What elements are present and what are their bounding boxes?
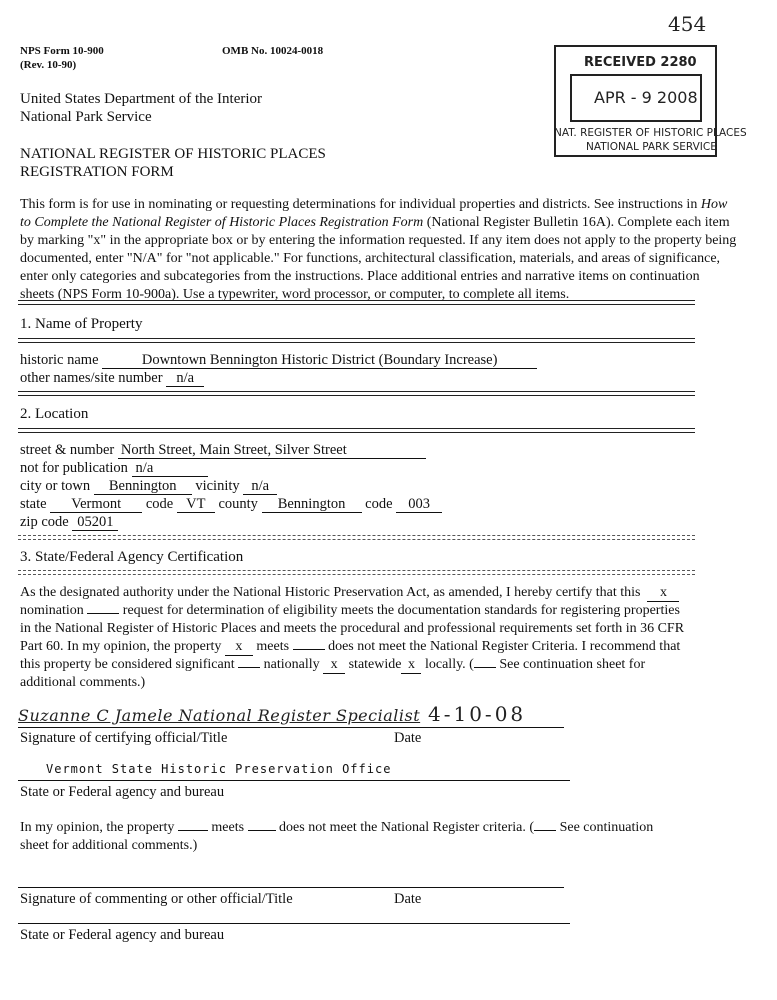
zip-label: zip code (20, 514, 69, 530)
section-divider (18, 574, 695, 575)
stamp-line2: NATIONAL PARK SERVICE (586, 141, 717, 153)
nfp-field[interactable]: n/a (132, 460, 208, 477)
section-divider (18, 338, 695, 343)
statewide-check[interactable]: x (323, 657, 345, 674)
instr-line1-italic: How (700, 197, 728, 212)
nfp-label: not for publication (20, 460, 128, 476)
signature-label: Signature of certifying official/Title (20, 730, 228, 746)
agency-line (18, 780, 570, 781)
section3-header: 3. State/Federal Agency Certification (20, 549, 244, 565)
opinion-meets-check[interactable] (178, 830, 208, 831)
section1-header: 1. Name of Property (20, 316, 143, 332)
opinion-text (20, 819, 720, 855)
cert-line4a: Part 60. In my opinion, the property (20, 639, 222, 654)
instr-line5: enter only categories and subcategories from the instructions. Place additional entries and narrative items on continuation (20, 269, 700, 284)
meets-check[interactable]: x (225, 639, 253, 656)
nfp-row (20, 459, 208, 477)
code-label: code (145, 496, 174, 512)
state-label: state (20, 496, 47, 512)
statewide-label: statewide (348, 657, 402, 672)
locally-label: locally. ( (424, 657, 474, 672)
section-divider (18, 300, 695, 305)
cert-line1: As the designated authority under the National Historic Preservation Act, as amended, I hereby certify that this (20, 585, 641, 600)
date2-label: Date (394, 891, 422, 907)
city-row (20, 477, 277, 495)
not-meet-check[interactable] (293, 649, 325, 650)
county-label: county (218, 496, 258, 512)
cert-line6: additional comments.) (20, 675, 146, 690)
opinion-continuation-label: See continuation (559, 820, 654, 835)
other-names-row (20, 369, 204, 387)
signature2-line (18, 887, 564, 888)
date-label: Date (394, 730, 422, 746)
instr-line2-italic: to Complete the National Register of Historic Places Registration Form (20, 215, 424, 230)
state-code-field[interactable]: VT (177, 496, 215, 513)
nomination-label: nomination (20, 603, 84, 618)
city-label: city or town (20, 478, 91, 494)
opinion-line2: sheet for additional comments.) (20, 838, 198, 853)
form-title: NATIONAL REGISTER OF HISTORIC PLACES (20, 146, 326, 162)
section-divider (18, 391, 695, 396)
form-id: NPS Form 10-900 (20, 45, 104, 57)
nationally-label: nationally (263, 657, 320, 672)
historic-name-label: historic name (20, 352, 99, 368)
significant-label: this property be considered significant (20, 657, 235, 672)
county-code-field[interactable]: 003 (396, 496, 442, 513)
instr-line2: (National Register Bulletin 16A). Complete each item (426, 215, 730, 230)
meets-label: meets (256, 639, 290, 654)
certifying-date: 4-10-08 (428, 702, 527, 726)
received-stamp (554, 45, 747, 157)
cert-line2: request for determination of eligibility meets the documentation standards for registering properties (122, 603, 680, 618)
continuation-label: See continuation sheet for (499, 657, 646, 672)
historic-name-field[interactable]: Downtown Bennington Historic District (Boundary Increase) (102, 352, 537, 369)
form-subtitle: REGISTRATION FORM (20, 164, 174, 180)
street-label: street & number (20, 442, 115, 458)
state-row (20, 495, 442, 513)
nationally-check[interactable] (238, 667, 260, 668)
cert-line3: in the National Register of Historic Places and meets the procedural and professional requirements set forth in 36 CFR (20, 621, 685, 636)
agency2-label: State or Federal agency and bureau (20, 927, 225, 943)
opinion-not-meet-check[interactable] (248, 830, 276, 831)
request-check[interactable] (87, 613, 119, 614)
stamp-date-box (570, 74, 702, 122)
section-divider (18, 428, 695, 433)
stamp-line1: NAT. REGISTER OF HISTORIC PLACES (554, 127, 747, 139)
state-field[interactable]: Vermont (50, 496, 142, 513)
certification-text (20, 584, 745, 692)
agency-label: State or Federal agency and bureau (20, 784, 225, 800)
instr-line6: sheets (NPS Form 10-900a). Use a typewriter, word processor, or computer, to complete all items. (20, 287, 570, 302)
county-field[interactable]: Bennington (262, 496, 362, 513)
section-divider (18, 535, 695, 536)
department: United States Department of the Interior (20, 91, 263, 107)
street-field[interactable]: North Street, Main Street, Silver Street (118, 442, 426, 459)
continuation-check[interactable] (474, 667, 496, 668)
section2-header: 2. Location (20, 406, 89, 422)
instr-line4: documented, enter "N/A" for "not applicable." For functions, architectural classification, materials, and areas of significance, (20, 251, 721, 266)
instr-line3: by marking "x" in the appropriate box or by entering the information requested. If any item does not apply to the property being (20, 233, 737, 248)
omb-number: OMB No. 10024-0018 (222, 45, 324, 57)
vicinity-label: vicinity (195, 478, 240, 494)
instr-line1: This form is for use in nominating or requesting determinations for individual properties and districts. See instructions in (20, 197, 698, 212)
cert-line4c: does not meet the National Register Criteria. I recommend that (328, 639, 681, 654)
opinion-continuation-check[interactable] (534, 830, 556, 831)
vicinity-field[interactable]: n/a (243, 478, 277, 495)
zip-field[interactable]: 05201 (72, 514, 118, 531)
zip-row (20, 513, 118, 531)
county-code-label: code (365, 496, 393, 512)
opinion-line1c: does not meet the National Register criteria. ( (279, 820, 535, 835)
form-rev: (Rev. 10-90) (20, 59, 77, 71)
agency2-line (18, 923, 570, 924)
locally-check[interactable]: x (401, 657, 421, 674)
city-field[interactable]: Bennington (94, 478, 192, 495)
instructions (20, 196, 742, 304)
section-divider (18, 570, 695, 571)
service: National Park Service (20, 109, 152, 125)
signature-line (18, 727, 564, 728)
stamp-received: RECEIVED 2280 (584, 55, 697, 70)
opinion-meets-label: meets (211, 820, 245, 835)
street-row (20, 441, 426, 459)
signature2-label: Signature of commenting or other official/Title (20, 891, 293, 907)
certifying-signature: Suzanne C Jamele National Register Specialist (18, 706, 421, 725)
stamp-date: APR - 9 2008 (594, 88, 698, 107)
other-names-field[interactable]: n/a (166, 370, 204, 387)
section-divider (18, 539, 695, 540)
historic-name-row (20, 351, 537, 369)
nomination-check[interactable]: x (647, 585, 679, 602)
other-names-label: other names/site number (20, 370, 163, 386)
agency-value: Vermont State Historic Preservation Office (46, 762, 392, 776)
opinion-line1a: In my opinion, the property (20, 820, 175, 835)
page-number: 454 (668, 12, 707, 36)
